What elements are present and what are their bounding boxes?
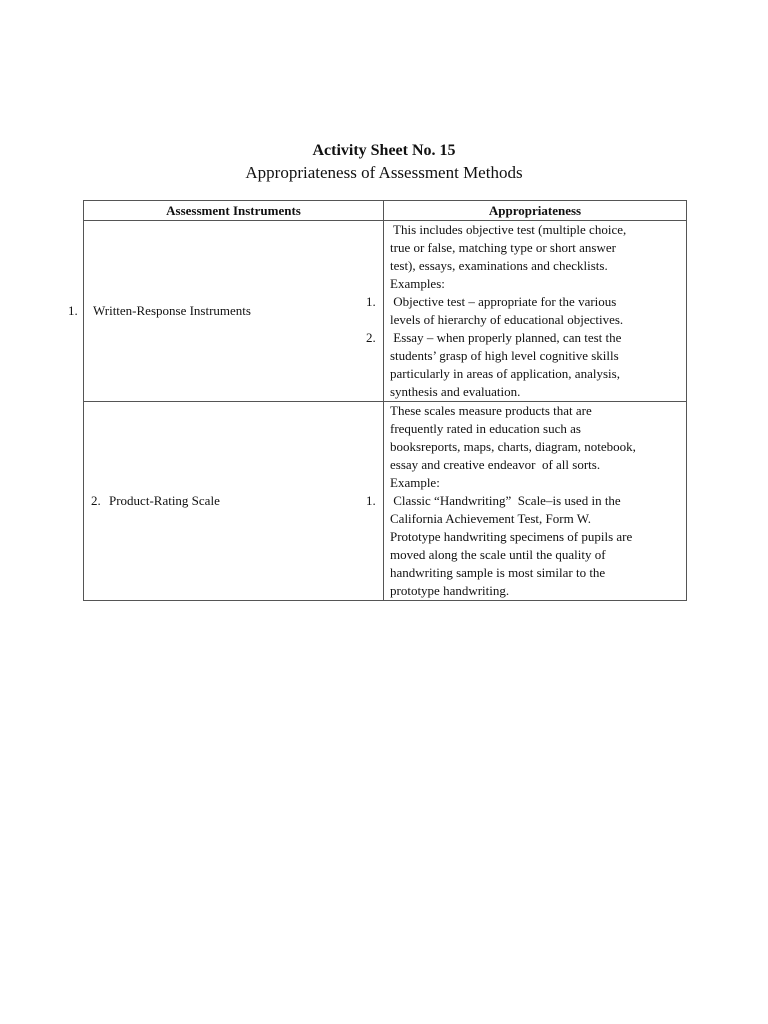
list-item (366, 293, 682, 329)
list-item-line: moved along the scale until the quality of (390, 547, 606, 562)
description-line: essay and creative endeavor of all sorts. (390, 457, 601, 472)
list-item-line: Objective test – appropriate for the various (390, 294, 617, 309)
list-item (366, 329, 682, 401)
description-line: true or false, matching type or short answer (390, 240, 616, 255)
list-item (366, 492, 682, 600)
row-number: 1. (68, 303, 78, 318)
description-line: This includes objective test (multiple choice, (390, 222, 627, 237)
list-item-line: students’ grasp of high level cognitive skills (390, 348, 619, 363)
activity-sheet-subtitle: Appropriateness of Assessment Methods (245, 163, 523, 182)
header-assessment-instruments: Assessment Instruments (84, 201, 384, 221)
appropriateness-cell (366, 402, 687, 601)
row-number: 2. (91, 493, 101, 508)
instrument-cell (68, 221, 384, 402)
list-item-line: California Achievement Test, Form W. (390, 511, 592, 526)
description-line: test), essays, examinations and checklists. (390, 258, 608, 273)
activity-sheet-title: Activity Sheet No. 15 (312, 142, 456, 159)
description-line: These scales measure products that are (390, 403, 592, 418)
list-item-line: synthesis and evaluation. (390, 384, 521, 399)
list-item-line: handwriting sample is most similar to the (390, 565, 606, 580)
list-item-number: 1. (366, 493, 376, 508)
list-item-line: particularly in areas of application, analysis, (390, 366, 620, 381)
list-item-number: 1. (366, 294, 376, 309)
appropriateness-cell (366, 221, 687, 402)
header-appropriateness: Appropriateness (384, 201, 687, 221)
table-row (84, 402, 687, 601)
list-item-number: 2. (366, 330, 376, 345)
assessment-table (68, 200, 687, 601)
table-row (84, 221, 687, 402)
instrument-name: Written-Response Instruments (93, 303, 251, 318)
list-item-line: Classic “Handwriting” Scale–is used in the (390, 493, 621, 508)
instrument-name: Product-Rating Scale (109, 493, 220, 508)
description-line: frequently rated in education such as (390, 421, 581, 436)
list-item-line: Essay – when properly planned, can test the (390, 330, 622, 345)
list-item-line: prototype handwriting. (390, 583, 510, 598)
table-header-row (84, 201, 687, 221)
examples-label: Examples: (390, 276, 445, 291)
description-line: booksreports, maps, charts, diagram, notebook, (390, 439, 636, 454)
list-item-line: levels of hierarchy of educational objectives. (390, 312, 624, 327)
example-label: Example: (390, 475, 440, 490)
instrument-cell (84, 402, 384, 601)
list-item-line: Prototype handwriting specimens of pupils are (390, 529, 633, 544)
